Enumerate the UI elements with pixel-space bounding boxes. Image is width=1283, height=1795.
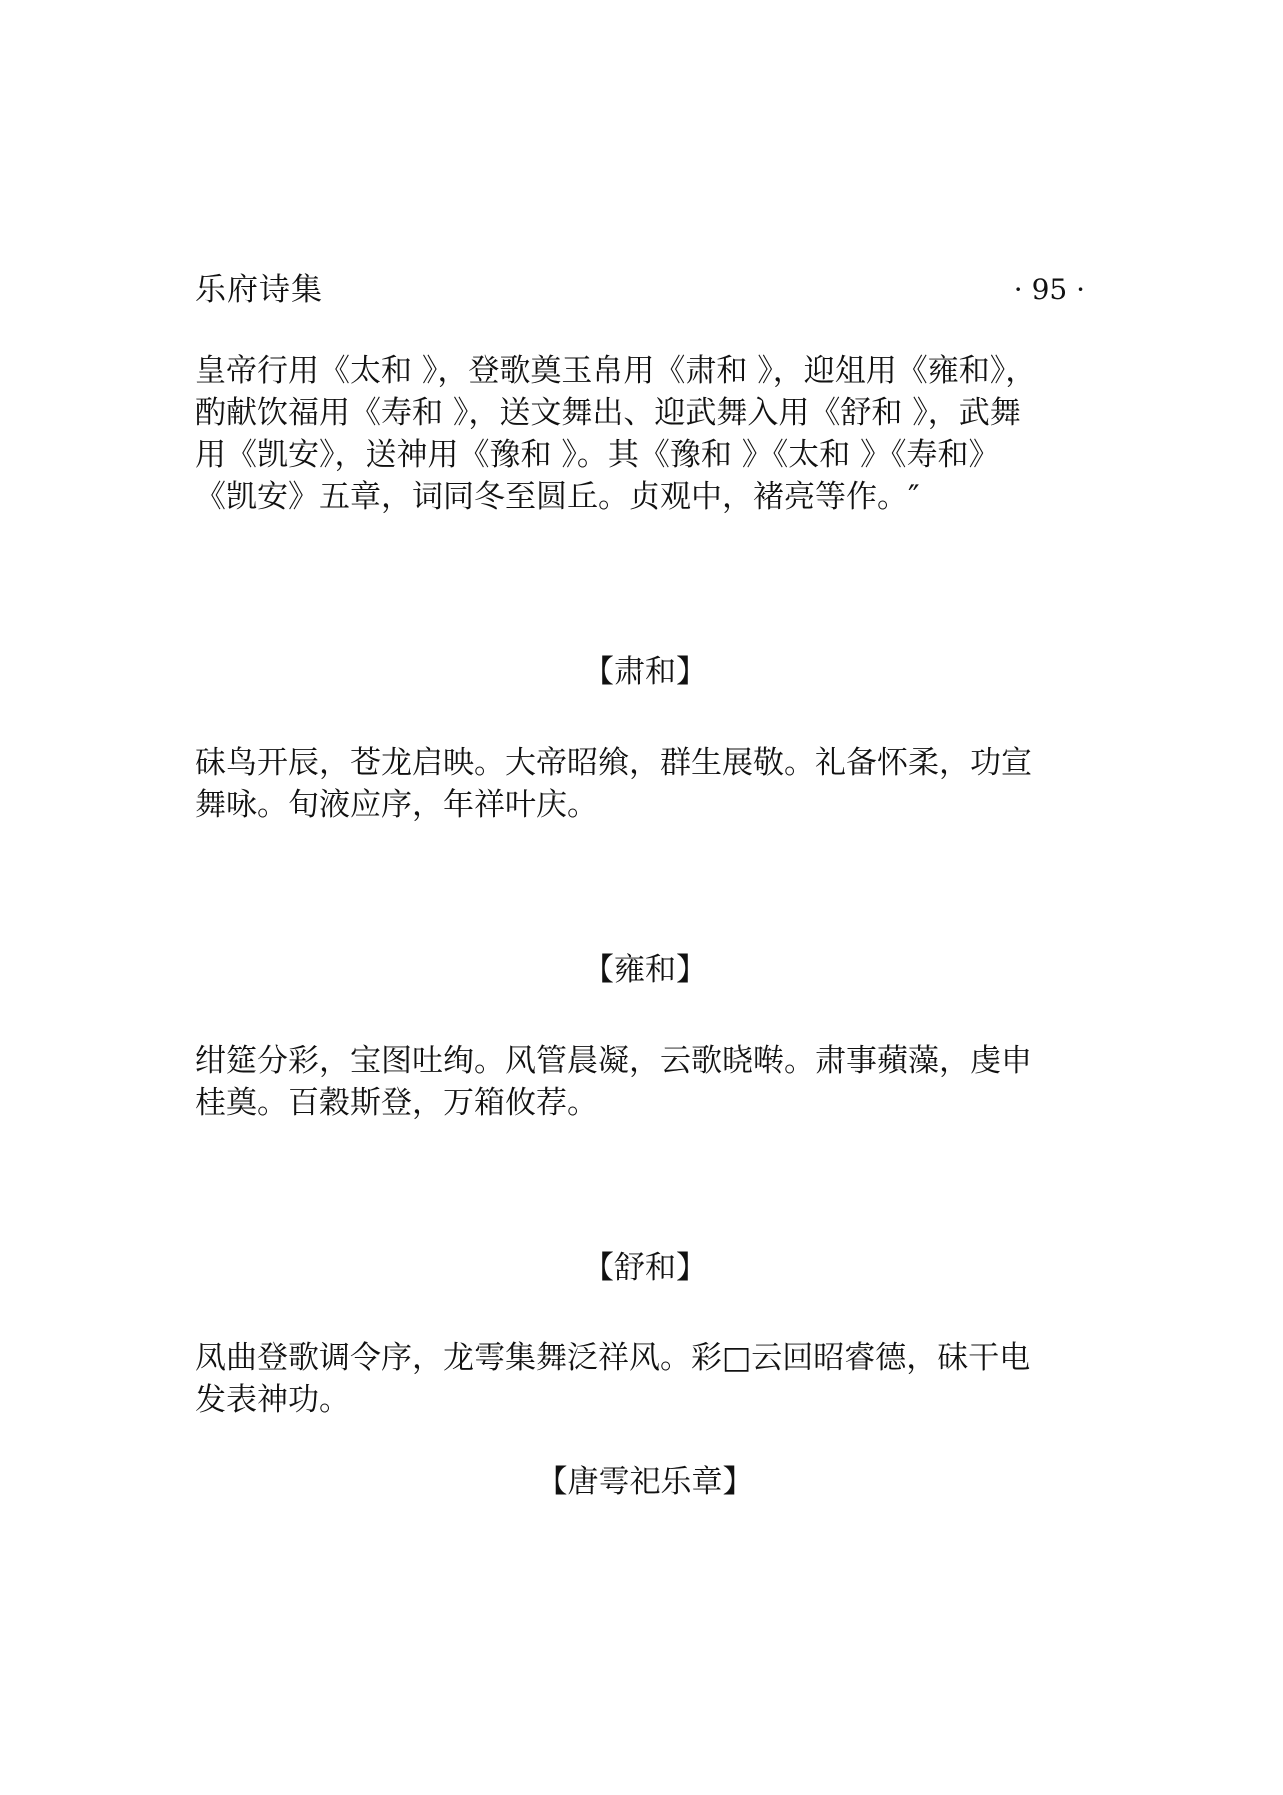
book-title: 乐府诗集	[195, 272, 323, 308]
text-line: 皇帝行用《太和 》，登歌奠玉帛用《肃和 》，迎俎用《雍和》，	[195, 353, 1037, 389]
intro-paragraph	[195, 350, 1095, 518]
text-line: 《凯安》五章，词同冬至圆丘。贞观中，褚亮等作。″	[195, 479, 920, 515]
text-line: 绀筵分彩，宝图吐绚。风管晨凝，云歌晓啭。肃事蘋藻，虔申	[195, 1043, 1032, 1079]
text-line: 砞鸟开辰，苍龙启映。大帝昭飨，群生展敬。礼备怀柔，功宣	[195, 745, 1032, 781]
section-heading-yonghe: 【雍和】	[583, 952, 707, 988]
text-line: 凤曲登歌调令序，龙雩集舞泛祥风。彩□云回昭睿德，砞干电	[195, 1340, 1031, 1376]
page-number: · 95 ·	[1013, 273, 1085, 306]
section-text-yonghe	[195, 1040, 1095, 1124]
text-line: 酌献饮福用《寿和 》，送文舞出、迎武舞入用《舒和 》，武舞	[195, 395, 1021, 431]
section-text-shuhe	[195, 1337, 1095, 1421]
section-heading-shuhe: 【舒和】	[583, 1250, 707, 1286]
section-heading-tang-yusi: 【唐雩祀乐章】	[536, 1464, 754, 1500]
section-heading-suhe: 【肃和】	[583, 654, 707, 690]
text-line: 舞咏。旬液应序，年祥叶庆。	[195, 787, 598, 823]
section-text-suhe	[195, 742, 1095, 826]
text-line: 桂奠。百穀斯登，万箱攸荐。	[195, 1085, 598, 1121]
text-line: 用《凯安》，送神用《豫和 》。其《豫和 》《太和 》《寿和》	[195, 437, 1000, 473]
text-line: 发表神功。	[195, 1382, 350, 1418]
running-header	[195, 268, 1085, 312]
